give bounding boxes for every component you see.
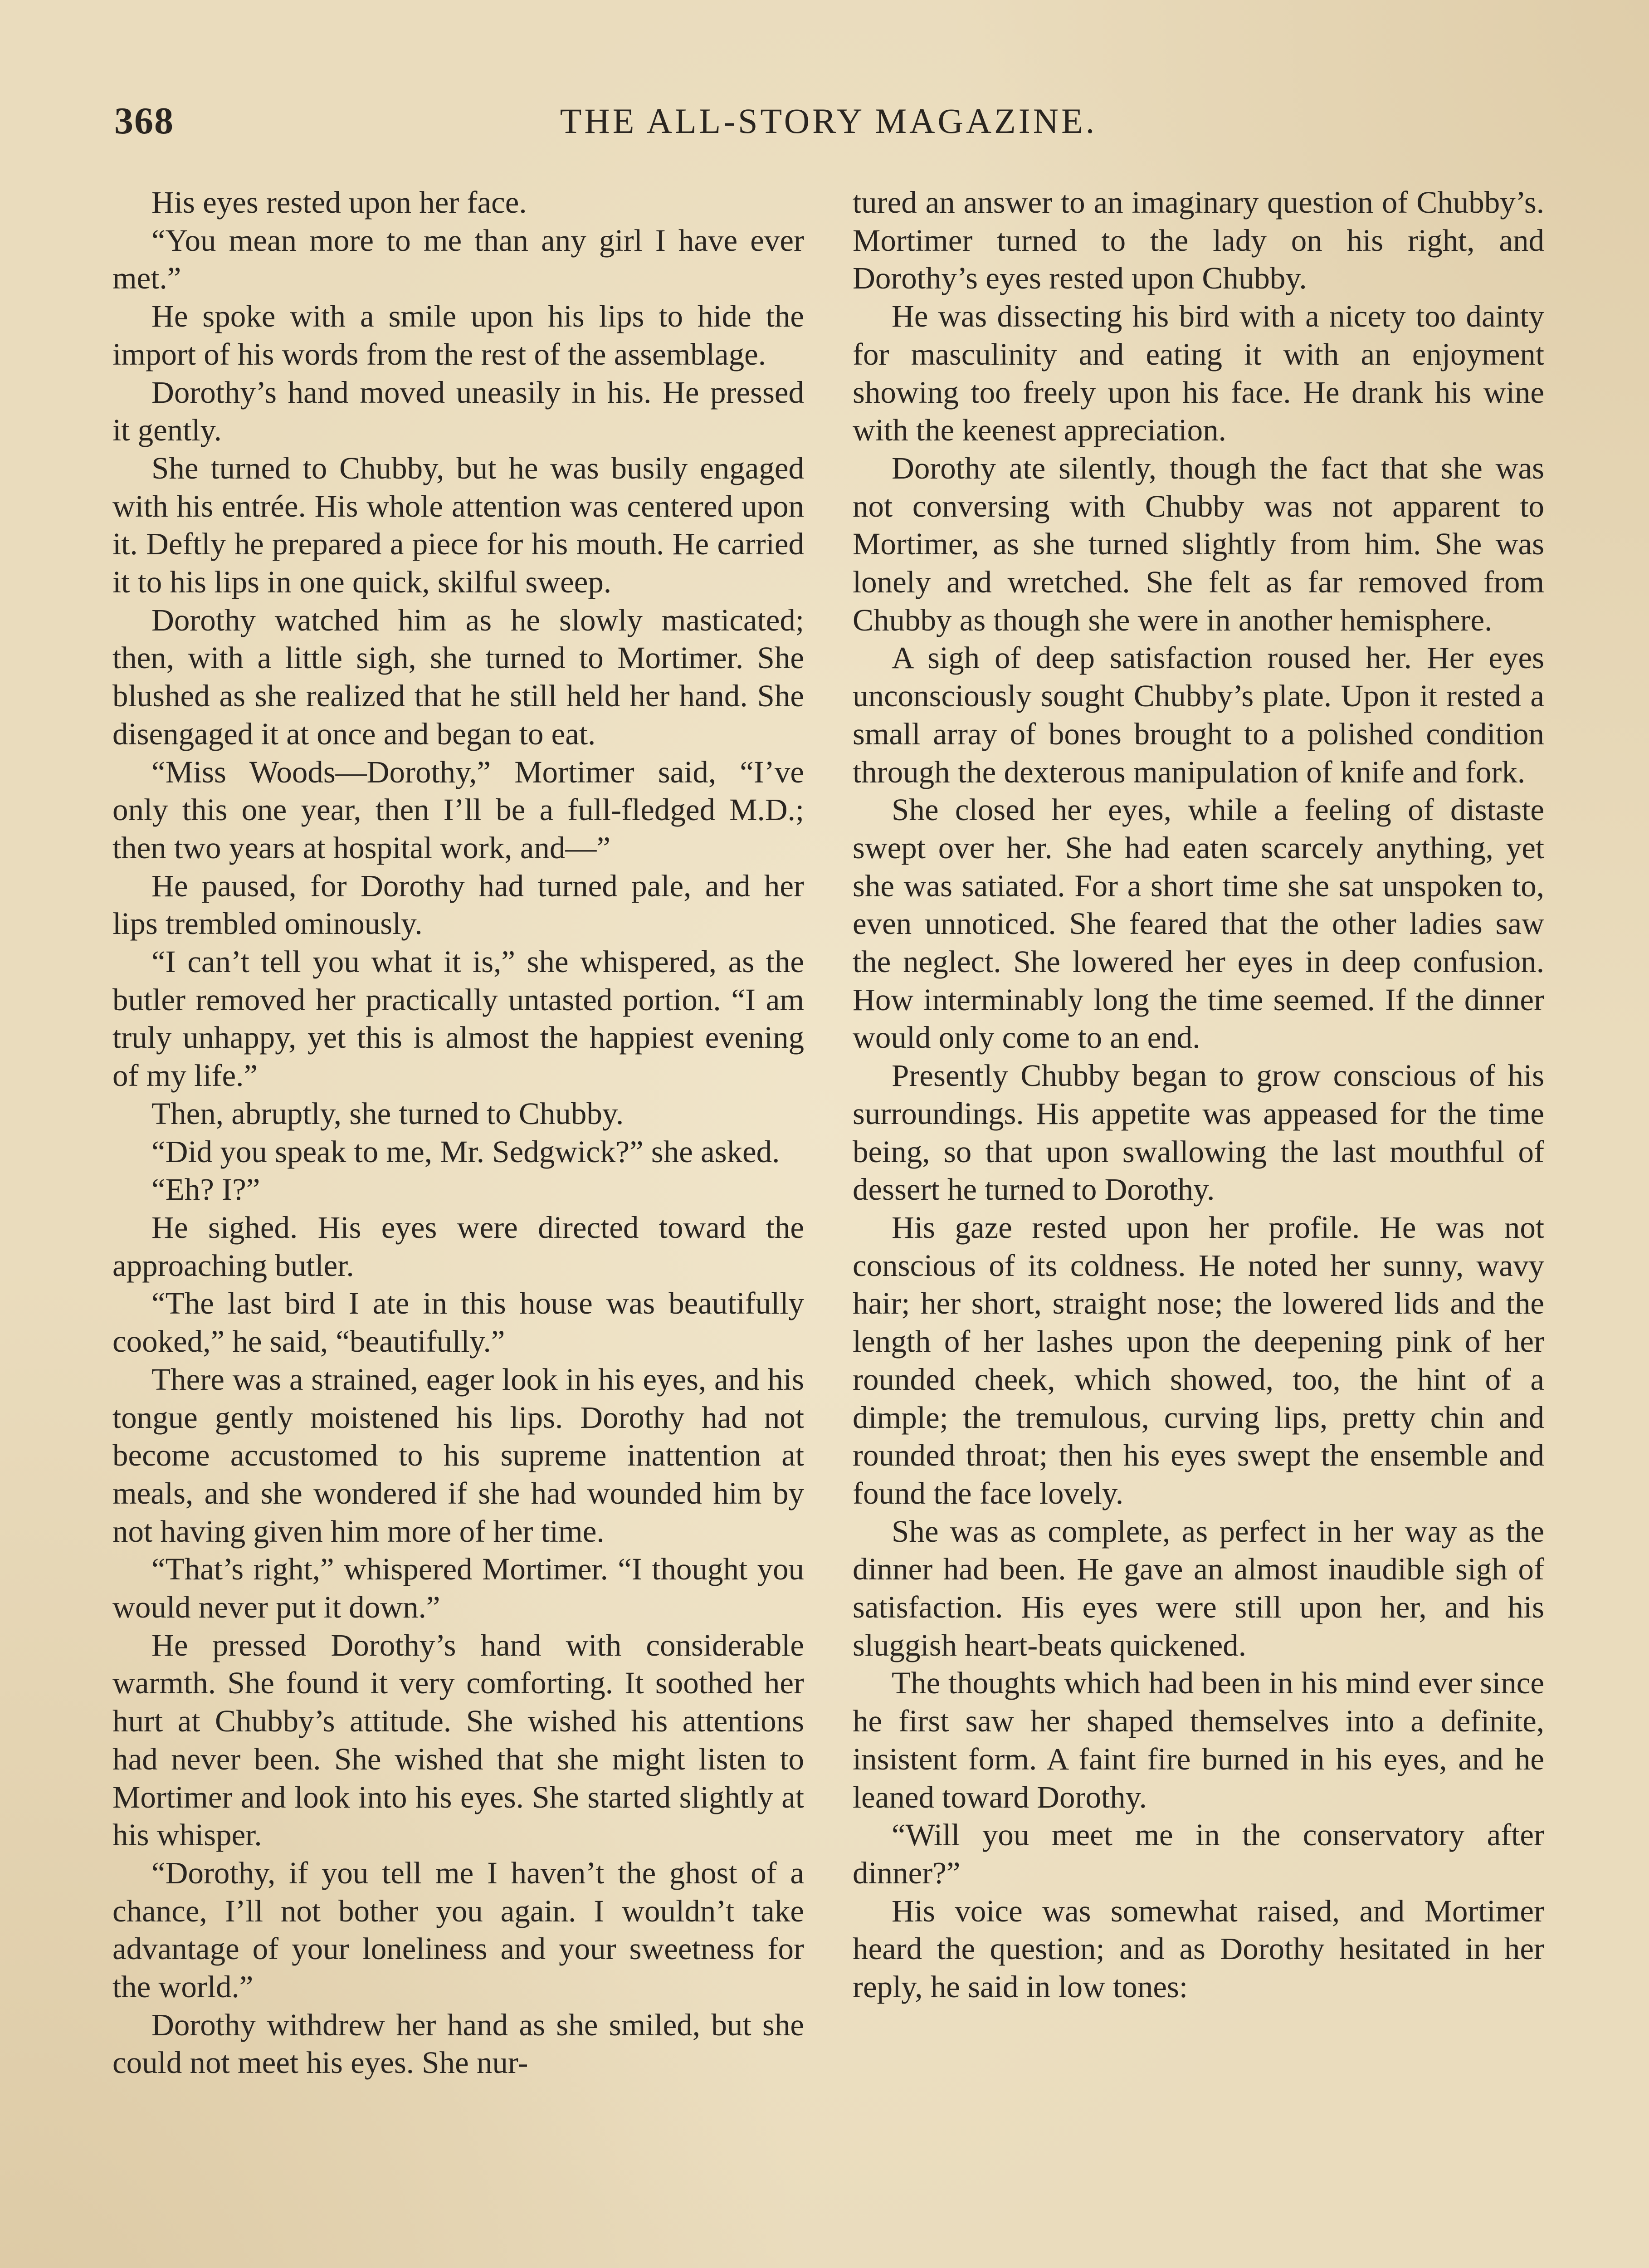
- paragraph: “Will you meet me in the conservatory after dinner?”: [853, 1818, 1544, 1890]
- paragraph: Dorothy watched him as he slowly masticated; then, with a little sigh, she turned to Mortimer. She blushed as she realized that he still held her hand. She disengaged it at once and began to eat.: [112, 602, 804, 751]
- left-column: [112, 184, 804, 2082]
- running-title: THE ALL-STORY MAGAZINE.: [560, 101, 1098, 141]
- paragraph: His eyes rested upon her face.: [151, 185, 527, 220]
- paragraph: He was dissecting his bird with a nicety too dainty for masculinity and eating it with an enjoyment showing too freely upon his face. He drank his wine with the keenest appreciation.: [853, 299, 1544, 448]
- paragraph: Presently Chubby began to grow conscious of his surroundings. His appetite was appeased for the time being, so that upon swallowing the last mouthful of dessert he turned to Dorothy.: [853, 1058, 1544, 1207]
- right-column: [853, 184, 1544, 2006]
- paragraph: There was a strained, eager look in his eyes, and his tongue gently moistened his lips. Dorothy had not become accustomed to his supreme inattention at meals, and she wondered if she had wounded him by not having given him more of her time.: [112, 1362, 804, 1549]
- page-number: 368: [114, 100, 174, 142]
- paragraph: She closed her eyes, while a feeling of distaste swept over her. She had eaten scarcely anything, yet she was satiated. For a short time she sat unspoken to, even unnoticed. She feared that the other ladies saw the neglect. She lowered her eyes in deep confusion. How interminably long the time seemed. If the dinner would only come to an end.: [853, 792, 1544, 1055]
- paragraph: “Dorothy, if you tell me I haven’t the ghost of a chance, I’ll not bother you again. I wouldn’t take advantage of your loneliness and your sweetness for the world.”: [112, 1855, 804, 2004]
- paragraph: He pressed Dorothy’s hand with considerable warmth. She found it very comforting. It soothed her hurt at Chubby’s attitude. She wished his attentions had never been. She wished that she might listen to Mortimer and look into his eyes. She started slightly at his whisper.: [112, 1628, 804, 1853]
- paragraph: Dorothy ate silently, though the fact that she was not conversing with Chubby was not apparent to Mortimer, as she turned slightly from him. She was lonely and wretched. She felt as far removed from Chubby as though she were in another hemisphere.: [853, 450, 1544, 637]
- paragraph: “Miss Woods—Dorothy,” Mortimer said, “I’ve only this one year, then I’ll be a full-fledged M.D.; then two years at hospital work, and—”: [112, 754, 804, 865]
- paragraph: “The last bird I ate in this house was beautifully cooked,” he said, “beautifully.”: [112, 1286, 804, 1359]
- paragraph: “Did you speak to me, Mr. Sedgwick?” she asked.: [151, 1134, 780, 1169]
- paragraph: He paused, for Dorothy had turned pale, and her lips trembled ominously.: [112, 868, 804, 941]
- paragraph: “I can’t tell you what it is,” she whispered, as the butler removed her practically untasted portion. “I am truly unhappy, yet this is almost the happiest evening of my life.”: [112, 944, 804, 1093]
- paragraph: “Eh? I?”: [151, 1172, 260, 1207]
- paragraph: A sigh of deep satisfaction roused her. Her eyes unconsciously sought Chubby’s plate. Upon it rested a small array of bones brought to a polished condition through the dexterous manipulation of knife and fork.: [853, 640, 1544, 789]
- paragraph: He spoke with a smile upon his lips to hide the import of his words from the rest of the assemblage.: [112, 299, 804, 371]
- paragraph: His gaze rested upon her profile. He was not conscious of its coldness. He noted her sunny, wavy hair; her short, straight nose; the lowered lids and the length of her lashes upon the deepening pink of her rounded cheek, which showed, too, the hint of a dimple; the tremulous, curving lips, pretty chin and rounded throat; then his eyes swept the ensemble and found the face lovely.: [853, 1210, 1544, 1510]
- paragraph: He sighed. His eyes were directed toward the approaching butler.: [112, 1210, 804, 1283]
- paragraph: His voice was somewhat raised, and Mortimer heard the question; and as Dorothy hesitated in her reply, he said in low tones:: [853, 1893, 1544, 2004]
- paragraph: “That’s right,” whispered Mortimer. “I thought you would never put it down.”: [112, 1552, 804, 1625]
- paragraph: Dorothy’s hand moved uneasily in his. He pressed it gently.: [112, 375, 804, 448]
- paragraph: She was as complete, as perfect in her way as the dinner had been. He gave an almost inaudible sigh of satisfaction. His eyes were still upon her, and his sluggish heart-beats quickened.: [853, 1514, 1544, 1662]
- paragraph-continuation: tured an answer to an imaginary question of Chubby’s. Mortimer turned to the lady on his right, and Dorothy’s eyes rested upon Chubby.: [853, 185, 1544, 296]
- paragraph: Then, abruptly, she turned to Chubby.: [151, 1096, 624, 1131]
- paragraph: She turned to Chubby, but he was busily engaged with his entrée. His whole attention was centered upon it. Deftly he prepared a piece for his mouth. He carried it to his lips in one quick, skilful sweep.: [112, 450, 804, 600]
- paragraph: The thoughts which had been in his mind ever since he first saw her shaped themselves into a definite, insistent form. A faint fire burned in his eyes, and he leaned toward Dorothy.: [853, 1666, 1544, 1814]
- paragraph: “You mean more to me than any girl I have ever met.”: [112, 223, 804, 296]
- page-header: [114, 99, 1543, 149]
- paragraph: Dorothy withdrew her hand as she smiled, but she could not meet his eyes. She nur-: [112, 2007, 804, 2080]
